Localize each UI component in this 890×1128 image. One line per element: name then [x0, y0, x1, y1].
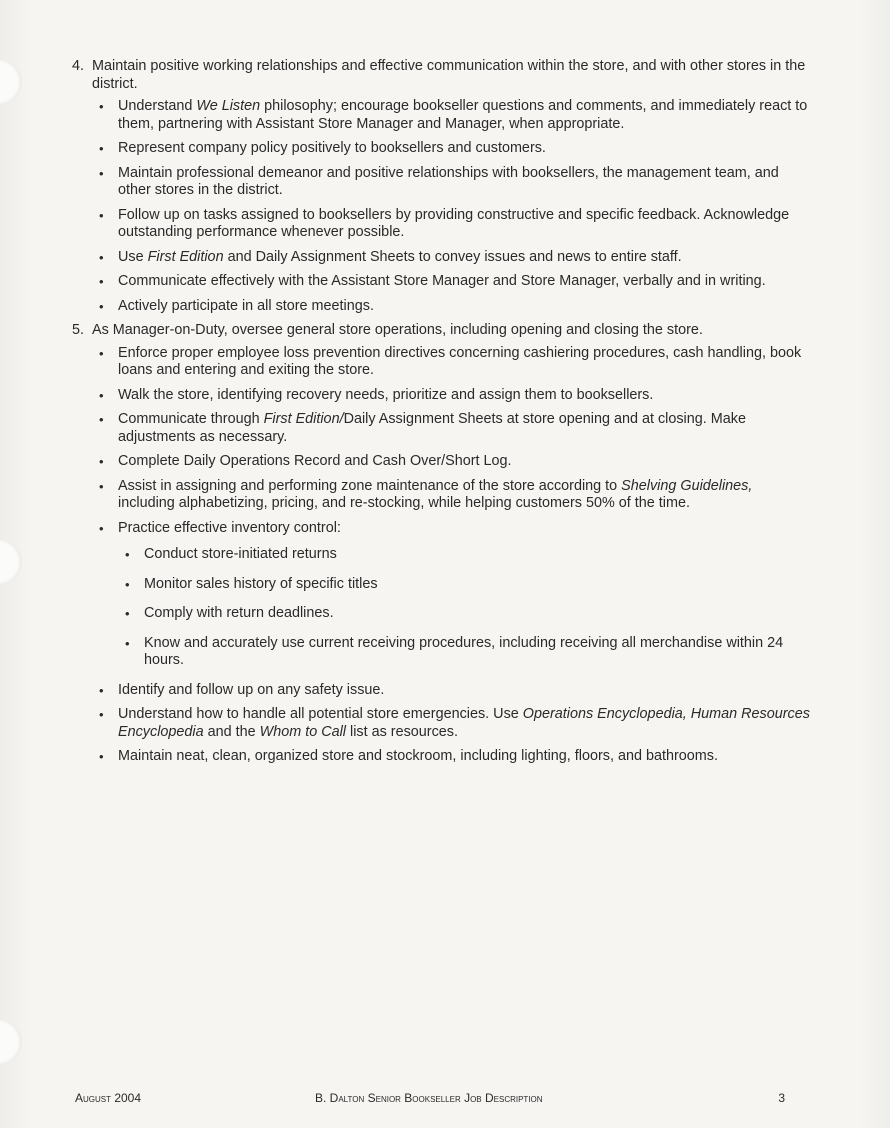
- bullet-item: [92, 273, 812, 291]
- bullet-text: and Daily Assignment Sheets to convey issues and news to entire staff.: [223, 248, 682, 265]
- sub-bullet-item: • Conduct store-initiated returns: [118, 546, 812, 564]
- bullet-text: Understand how to handle all potential store emergencies. Use: [118, 706, 523, 722]
- bullet-item: [92, 345, 812, 380]
- bullet-item: [92, 140, 812, 158]
- item-heading: As Manager-on-Duty, oversee general store operations, including opening and closing the store.: [92, 322, 703, 338]
- bullet-text: Identify and follow up on any safety issue.: [118, 681, 385, 698]
- bullet-text: Understand: [118, 98, 197, 114]
- binder-hole: [0, 540, 22, 584]
- bullet-item: [92, 165, 812, 200]
- bullet-item: [92, 249, 812, 267]
- bullet-text: Maintain professional demeanor and positive relationships with booksellers, the management team, and other stores in the district.: [118, 164, 779, 198]
- sub-bullet-item: • Know and accurately use current receiving procedures, including receiving all merchandise within 24 hours.: [118, 635, 812, 670]
- bullet-text: Maintain neat, clean, organized store and stockroom, including lighting, floors, and bathrooms.: [118, 748, 718, 764]
- item-number: 4.: [72, 58, 85, 74]
- numbered-item: [72, 322, 812, 766]
- footer-date: August 2004: [75, 1091, 142, 1105]
- bullet-text: Complete Daily Operations Record and Cash Over/Short Log.: [118, 453, 512, 469]
- numbered-item: [72, 58, 812, 315]
- bullet-text: Daily Assignment Sheets at store opening and at closing. Make adjustments as necessary.: [118, 411, 746, 445]
- binder-hole: [0, 60, 22, 104]
- bullet-text: Enforce proper employee loss prevention directives concerning cashiering procedures, cash handling, book loans and entering and exiting the store.: [118, 344, 802, 378]
- page-footer: [75, 1091, 785, 1107]
- italic-text: We Listen: [196, 98, 261, 114]
- bullet-text: and the: [203, 723, 260, 740]
- italic-text: Whom to Call: [259, 723, 346, 740]
- footer-page-number: 3: [778, 1091, 785, 1105]
- bullet-item: [92, 453, 812, 471]
- italic-text: First Edition: [147, 248, 224, 265]
- bullet-item: [92, 748, 812, 766]
- bullet-text: including alphabetizing, pricing, and re-stocking, while helping customers 50% of the time.: [118, 495, 690, 511]
- bullet-text: philosophy; encourage bookseller questions and comments, and immediately react to them, partnering with Assistant Store Manager and Manager, when appropriate.: [118, 98, 808, 132]
- bullet-item: [92, 520, 812, 670]
- bullet-text: list as resources.: [346, 723, 458, 740]
- bullet-text: Use: [118, 248, 148, 265]
- item-number: 5.: [72, 322, 85, 338]
- italic-text: First Edition/: [263, 411, 344, 427]
- bullet-item: [92, 478, 812, 513]
- bullet-item: [92, 98, 812, 133]
- bullet-text: Represent company policy positively to booksellers and customers.: [118, 140, 546, 156]
- bullet-item: [92, 298, 812, 316]
- bullet-item: [92, 682, 812, 700]
- bullet-text: Communicate through: [118, 411, 264, 427]
- italic-text: Shelving Guidelines,: [621, 477, 753, 494]
- bullet-text: Assist in assigning and performing zone maintenance of the store according to: [118, 477, 622, 494]
- italic-text: Operations Encyclopedia, Human Resources Encyclopedia: [118, 706, 810, 740]
- bullet-item: [92, 387, 812, 405]
- bullet-text: Follow up on tasks assigned to booksellers by providing constructive and specific feedback. Acknowledge outstanding performance whenever possible.: [118, 206, 790, 240]
- job-duties-list: [72, 58, 812, 773]
- bullet-item: [92, 207, 812, 242]
- item-heading: Maintain positive working relationships and effective communication within the store, and with other stores in the district.: [92, 58, 806, 92]
- sub-bullet-item: • Comply with return deadlines.: [118, 605, 812, 623]
- footer-title: B. Dalton Senior Bookseller Job Description: [315, 1091, 543, 1105]
- bullet-item: [92, 411, 812, 446]
- sub-bullet-item: • Monitor sales history of specific titles: [118, 576, 812, 594]
- bullet-text: Communicate effectively with the Assistant Store Manager and Store Manager, verbally and in writing.: [118, 273, 766, 289]
- bullet-text: Practice effective inventory control:: [118, 519, 341, 536]
- binder-hole: [0, 1020, 22, 1064]
- bullet-text: Walk the store, identifying recovery needs, prioritize and assign them to booksellers.: [118, 386, 654, 403]
- bullet-item: [92, 706, 812, 741]
- bullet-text: Actively participate in all store meetings.: [118, 297, 374, 314]
